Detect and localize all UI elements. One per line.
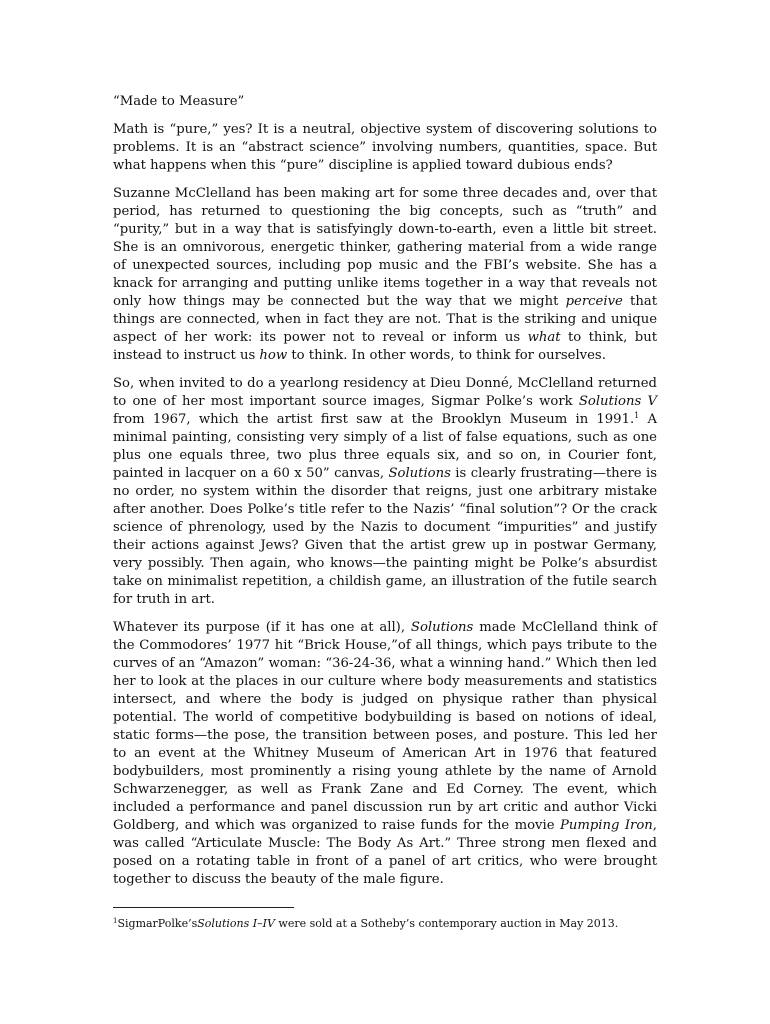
text-run: from 1967, which the artist first saw at the Brooklyn Museum in 1991. — [113, 412, 635, 427]
paragraph — [113, 375, 657, 609]
italic-title: how — [259, 348, 288, 363]
text-run: to think. In other words, to think for ourselves. — [287, 348, 606, 363]
paragraph — [113, 185, 657, 365]
text-run: , was called “Articulate Muscle: The Body As Art.” Three strong men flexed and posed on a rotating table in front of a panel of art critics, who were brought together to discuss the beauty of the male figure. — [113, 818, 657, 887]
text-run: Math is “pure,” yes? It is a neutral, objective system of discovering solutions to problems. It is an “abstract science” involving numbers, quantities, space. But what happens when this “pure” discipline is applied toward dubious ends? — [113, 122, 657, 173]
footnote — [113, 917, 673, 931]
footnote-marker: 1 — [113, 917, 118, 925]
paragraph — [113, 121, 657, 175]
document-title: “Made to Measure” — [113, 94, 245, 109]
text-run: Suzanne McClelland has been making art for some three decades and, over that period, has returned to questioning the big concepts, such as “truth” and “purity,” but in a way that is satisfyingly down-to-earth, even a little bit street. She is an omnivorous, energetic thinker, gathering material from a wide range of unexpected sources, including pop music and the FBI’s website. She has a knack for arranging and putting unlike items together in a way that reveals not only how things may be connected but the way that we might — [113, 186, 657, 309]
text-run: A minimal painting, consisting very simply of a list of false equations, such as one plus one equals three, two plus three equals six, and so on, in Courier font, painted in lacquer on a 60 x 50” canvas, — [113, 412, 658, 481]
footnote-reference: 1 — [634, 411, 640, 420]
paragraph — [113, 619, 657, 889]
text-run: made McClelland think of the Commodores’ 1977 hit “Brick House,”of all things, which pays tribute to the curves of an “Amazon” woman: “36-24-36, what a winning hand.” Which then led her to look at the places in our culture where body measurements and statistics intersect, and where the body is judged on physique rather than physical potential. The world of competitive bodybuilding is based on notions of ideal, static forms—the pose, the transition between poses, and posture. This led her to an event at the Whitney Museum of American Art in 1976 that featured bodybuilders, most prominently a rising young athlete by the name of Arnold Schwarzenegger, as well as Frank Zane and Ed Corney. The event, which included a performance and panel discussion run by art critic and author Vicki Goldberg, and which was organized to raise funds for the movie — [113, 620, 657, 833]
footnote-text-after: were sold at a Sotheby’s contemporary auction in May 2013. — [274, 917, 619, 930]
text-run: that things are connected, when in fact they are not. That is the striking and unique aspect of her work: its power not to reveal or inform us — [113, 294, 657, 345]
italic-title: Solutions — [410, 620, 474, 635]
italic-title: Solutions V — [578, 394, 657, 409]
footnote-title: Solutions I–IV — [197, 917, 275, 930]
italic-title: what — [527, 330, 561, 345]
footnote-text-before: SigmarPolke’s — [117, 917, 198, 930]
italic-title: perceive — [565, 294, 623, 309]
footnote-divider — [113, 907, 294, 908]
text-run: So, when invited to do a yearlong residency at Dieu Donné, McClelland returned to one of her most important source images, Sigmar Polke’s work — [113, 376, 657, 409]
text-run: Whatever its purpose (if it has one at all), — [113, 620, 411, 635]
text-run: to think, but instead to instruct us — [113, 330, 657, 363]
document-body — [113, 93, 657, 899]
italic-title: Pumping Iron — [559, 818, 653, 833]
text-run: is clearly frustrating—there is no order, no system within the disorder that reigns, just one arbitrary mistake after another. Does Polke’s title refer to the Nazis’ “final solution”? Or the crack science of phrenology, used by the Nazis to document “impurities” and justify their actions against Jews? Given that the artist grew up in postwar Germany, very possibly. Then again, who knows—the painting might be Polke’s absurdist take on minimalist repetition, a childish game, an illustration of the futile search for truth in art. — [113, 466, 657, 607]
italic-title: Solutions — [388, 466, 451, 481]
